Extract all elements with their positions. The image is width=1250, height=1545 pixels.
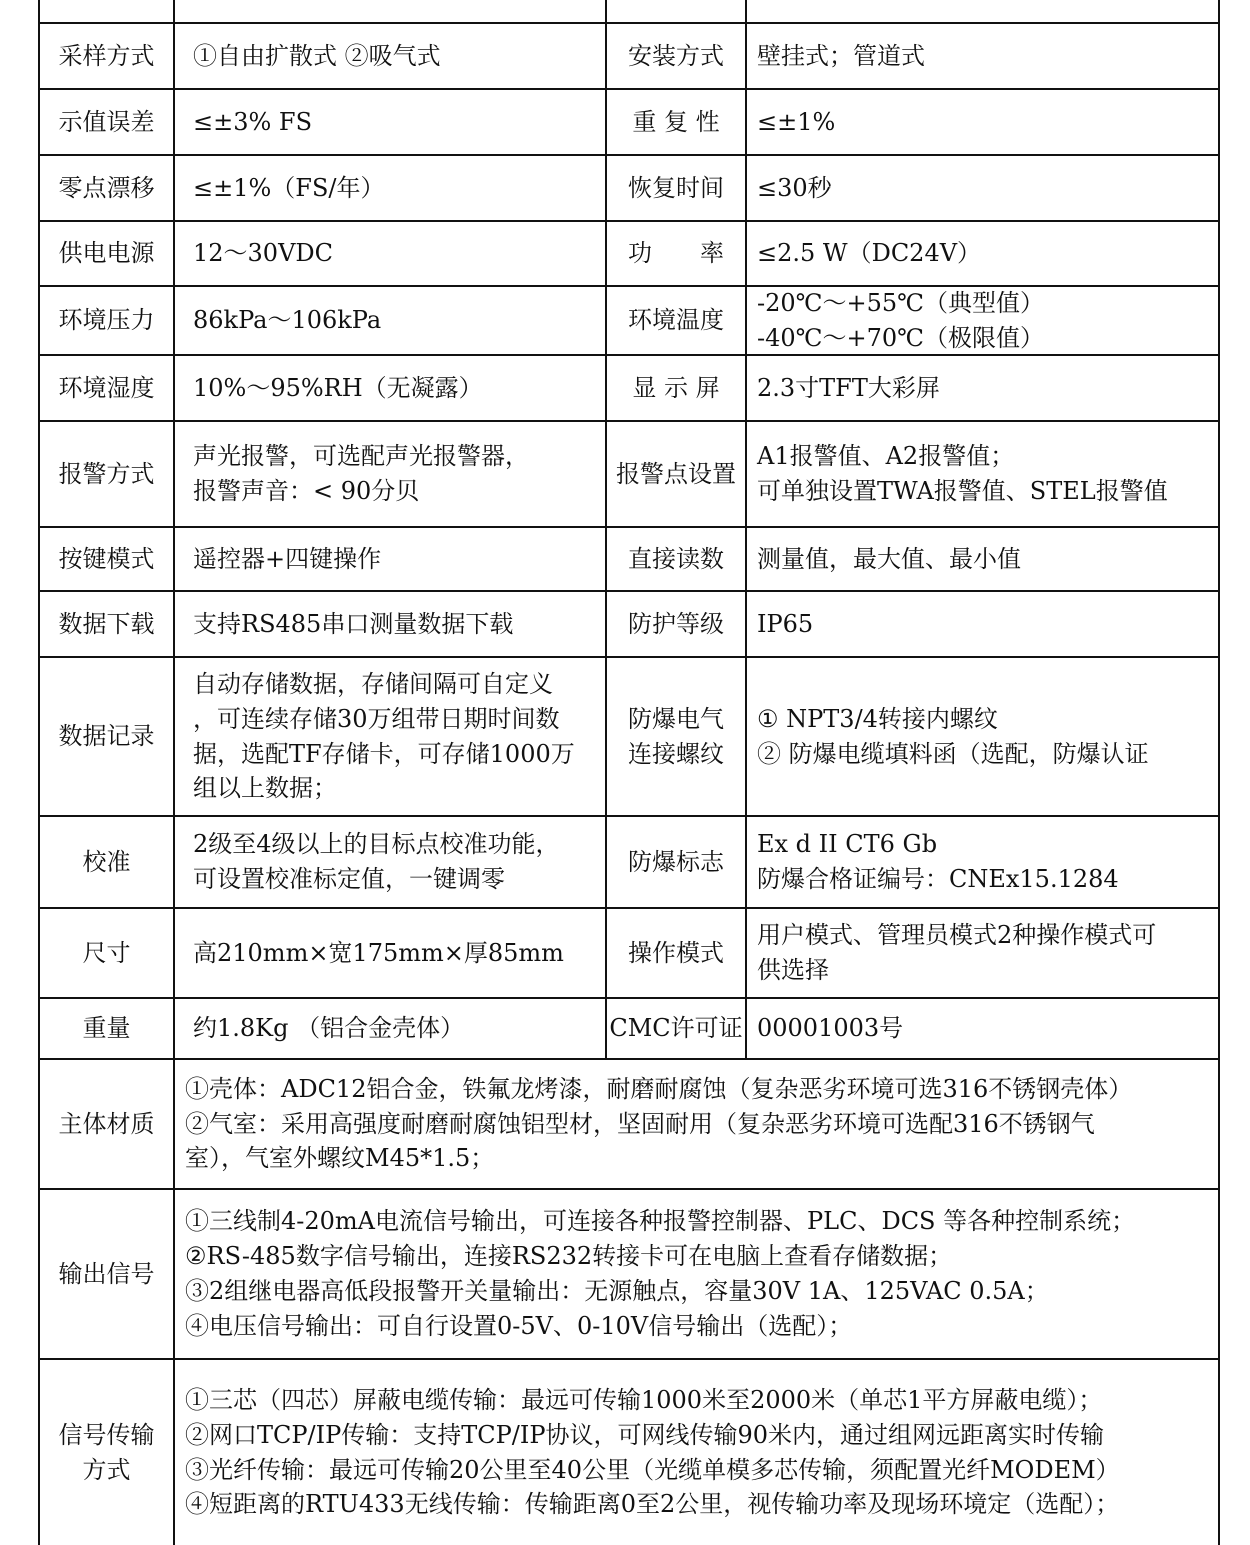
row-8-value2-text: IP65 xyxy=(757,609,814,638)
row-9-value2-text: ① NPT3/4转接内螺纹 xyxy=(757,704,998,733)
row-3-value-text: 12～30VDC xyxy=(193,239,334,268)
row-1-label2-text: 重 复 性 xyxy=(632,107,720,136)
row-1-value2-text: ≤±1% xyxy=(757,107,836,136)
row-9-value-text: ，可连续存储30万组带日期时间数 xyxy=(193,704,560,733)
row-10-value xyxy=(175,817,605,907)
row-11-value xyxy=(175,909,605,997)
row-4-label2 xyxy=(607,287,745,354)
row-6-value2-text: A1报警值、A2报警值； xyxy=(757,442,1015,471)
row-10-label2-text: 防爆标志 xyxy=(628,847,724,876)
row-0-label-text: 采样方式 xyxy=(58,41,155,70)
row-8-value xyxy=(175,592,605,656)
row-11-value2 xyxy=(747,909,1218,997)
row-4-value xyxy=(175,287,605,354)
row-8-label xyxy=(40,592,173,656)
row-10-value2-text: 防爆合格证编号：CNEx15.1284 xyxy=(757,865,1119,893)
row-2-label xyxy=(40,156,173,220)
row-9-value-text: 自动存储数据，存储间隔可自定义 xyxy=(193,669,553,698)
row-5-value xyxy=(175,356,605,420)
wide-row-1-value-text: ④电压信号输出：可自行设置0-5V、0-10V信号输出（选配）； xyxy=(185,1311,853,1340)
row-7-value2 xyxy=(747,528,1218,590)
row-1-label xyxy=(40,90,173,154)
row-10-value2 xyxy=(747,817,1218,907)
row-8-label-text: 数据下载 xyxy=(58,609,155,638)
row-2-label-text: 零点漂移 xyxy=(58,173,155,202)
row-7-label2-text: 直接读数 xyxy=(628,544,724,573)
row-8-value-text: 支持RS485串口测量数据下载 xyxy=(193,609,514,638)
row-1-value-text: ≤±3% FS xyxy=(193,107,313,136)
row-0-label xyxy=(40,24,173,88)
row-2-value2-text: ≤30秒 xyxy=(757,173,832,202)
row-9-label xyxy=(40,658,173,815)
row-9-value2-text: ② 防爆电缆填料函（选配，防爆认证 xyxy=(757,739,1149,768)
wide-row-0-value-text: ①壳体：ADC12铝合金，铁氟龙烤漆，耐磨耐腐蚀（复杂恶劣环境可选316不锈钢壳体） xyxy=(185,1074,1133,1103)
row-0-value-text: ①自由扩散式 ②吸气式 xyxy=(193,41,441,70)
row-3-value xyxy=(175,222,605,285)
row-11-label xyxy=(40,909,173,997)
row-1-label-text: 示值误差 xyxy=(58,107,155,136)
wide-row-1-value-text: ②RS-485数字信号输出，连接RS232转接卡可在电脑上查看存储数据； xyxy=(185,1242,953,1271)
row-0-value xyxy=(175,24,605,88)
row-11-label2-text: 操作模式 xyxy=(628,938,724,967)
row-6-label-text: 报警方式 xyxy=(58,459,155,488)
row-2-value2 xyxy=(747,156,1218,220)
row-5-value-text: 10%～95%RH（无凝露） xyxy=(193,373,483,402)
wide-row-2-label-text: 信号传输 xyxy=(58,1420,155,1449)
row-12-label2 xyxy=(607,999,745,1058)
row-6-label2-text: 报警点设置 xyxy=(616,459,736,488)
row-9-label2 xyxy=(607,658,745,815)
wide-row-2-label xyxy=(40,1360,173,1545)
row-3-label-text: 供电电源 xyxy=(58,239,155,268)
row-0-value2-text: 壁挂式；管道式 xyxy=(757,41,925,70)
row-7-label xyxy=(40,528,173,590)
row-11-value2-text: 供选择 xyxy=(757,956,829,984)
row-3-value2-text: ≤2.5 W（DC24V） xyxy=(757,239,982,268)
row-9-label-text: 数据记录 xyxy=(58,722,155,751)
row-6-label xyxy=(40,422,173,526)
row-10-label-text: 校准 xyxy=(82,847,131,876)
row-9-label2-text: 连接螺纹 xyxy=(628,739,724,768)
row-10-value2-text: Ex d II CT6 Gb xyxy=(757,830,938,859)
row-10-label2 xyxy=(607,817,745,907)
row-12-label-text: 重量 xyxy=(82,1014,131,1043)
row-7-label-text: 按键模式 xyxy=(58,544,155,573)
row-0-label2-text: 安装方式 xyxy=(628,41,724,70)
wide-row-2-value-text: ④短距离的RTU433无线传输：传输距离0至2公里，视传输功率及现场环境定（选配）； xyxy=(185,1490,1120,1519)
wide-row-1-value-text: ③2组继电器高低段报警开关量输出：无源触点，容量30V 1A、125VAC 0.5A； xyxy=(185,1277,1049,1305)
row-4-label-text: 环境压力 xyxy=(58,306,155,335)
wide-row-1-value-text: ①三线制4-20mA电流信号输出，可连接各种报警控制器、PLC、DCS 等各种控制系统； xyxy=(185,1207,1136,1236)
row-6-value xyxy=(175,422,605,526)
row-0-value2 xyxy=(747,24,1218,88)
wide-row-0-value-text: ②气室：采用高强度耐磨耐腐蚀铝型材，坚固耐用（复杂恶劣环境可选配316不锈钢气 xyxy=(185,1109,1095,1138)
row-12-value2-text: 00001003号 xyxy=(757,1014,904,1043)
row-3-label xyxy=(40,222,173,285)
row-6-value-text: 声光报警，可选配声光报警器， xyxy=(193,442,529,471)
row-5-label2-text: 显 示 屏 xyxy=(632,373,720,402)
wide-row-0-label-text: 主体材质 xyxy=(58,1109,155,1138)
row-8-label2-text: 防护等级 xyxy=(628,609,724,638)
wide-row-2-value-text: ②网口TCP/IP传输：支持TCP/IP协议，可网线传输90米内，通过组网远距离实时传输 xyxy=(185,1420,1105,1449)
row-2-value-text: ≤±1%（FS/年） xyxy=(193,173,385,202)
row-8-label2 xyxy=(607,592,745,656)
row-11-value2-text: 用户模式、管理员模式2种操作模式可 xyxy=(757,921,1157,950)
row-5-label-text: 环境湿度 xyxy=(58,373,155,402)
row-10-value-text: 2级至4级以上的目标点校准功能， xyxy=(193,830,560,859)
row-9-value2 xyxy=(747,658,1218,815)
row-5-value2 xyxy=(747,356,1218,420)
row-9-value-text: 据，选配TF存储卡，可存储1000万 xyxy=(193,739,575,768)
row-9-value-text: 组以上数据； xyxy=(193,774,337,803)
row-3-label2-text: 功 率 xyxy=(628,239,724,268)
row-6-value-text: 报警声音：< 90分贝 xyxy=(193,477,420,505)
row-12-value xyxy=(175,999,605,1058)
row-2-label2-text: 恢复时间 xyxy=(628,173,724,202)
row-11-value-text: 高210mm×宽175mm×厚85mm xyxy=(193,938,564,967)
row-7-value xyxy=(175,528,605,590)
wide-row-2-value xyxy=(175,1360,1218,1545)
row-12-label xyxy=(40,999,173,1058)
row-10-value-text: 可设置校准标定值，一键调零 xyxy=(193,865,505,893)
row-4-value2-text: -40℃～+70℃（极限值） xyxy=(757,323,1044,352)
row-11-label2 xyxy=(607,909,745,997)
table-rule xyxy=(1218,0,1220,1545)
row-4-value2-text: -20℃～+55℃（典型值） xyxy=(757,288,1044,317)
row-6-value2-text: 可单独设置TWA报警值、STEL报警值 xyxy=(757,477,1168,505)
row-9-label2-text: 防爆电气 xyxy=(628,704,724,733)
row-2-value xyxy=(175,156,605,220)
row-12-value2 xyxy=(747,999,1218,1058)
wide-row-0-label xyxy=(40,1060,173,1188)
row-12-value-text: 约1.8Kg （铝合金壳体） xyxy=(193,1014,465,1043)
row-0-label2 xyxy=(607,24,745,88)
wide-row-2-label-text: 方式 xyxy=(82,1455,131,1484)
row-5-label xyxy=(40,356,173,420)
row-1-value2 xyxy=(747,90,1218,154)
row-6-label2 xyxy=(607,422,745,526)
wide-row-2-value-text: ①三芯（四芯）屏蔽电缆传输：最远可传输1000米至2000米（单芯1平方屏蔽电缆）； xyxy=(185,1385,1103,1414)
row-1-value xyxy=(175,90,605,154)
row-5-value2-text: 2.3寸TFT大彩屏 xyxy=(757,373,940,402)
wide-row-1-value xyxy=(175,1190,1218,1358)
row-9-value xyxy=(175,658,605,815)
row-4-label xyxy=(40,287,173,354)
row-8-value2 xyxy=(747,592,1218,656)
row-2-label2 xyxy=(607,156,745,220)
row-3-value2 xyxy=(747,222,1218,285)
row-11-label-text: 尺寸 xyxy=(82,938,131,967)
wide-row-1-label xyxy=(40,1190,173,1358)
row-4-value-text: 86kPa～106kPa xyxy=(193,306,382,335)
row-6-value2 xyxy=(747,422,1218,526)
row-3-label2 xyxy=(607,222,745,285)
wide-row-2-value-text: ③光纤传输：最远可传输20公里至40公里（光缆单模多芯传输，须配置光纤MODEM） xyxy=(185,1455,1120,1484)
row-10-label xyxy=(40,817,173,907)
row-7-value2-text: 测量值，最大值、最小值 xyxy=(757,544,1021,573)
row-7-value-text: 遥控器+四键操作 xyxy=(193,544,382,573)
row-1-label2 xyxy=(607,90,745,154)
row-5-label2 xyxy=(607,356,745,420)
wide-row-0-value-text: 室），气室外螺纹M45*1.5； xyxy=(185,1144,495,1173)
wide-row-1-label-text: 输出信号 xyxy=(58,1259,155,1288)
row-7-label2 xyxy=(607,528,745,590)
row-4-label2-text: 环境温度 xyxy=(628,306,724,335)
row-12-label2-text: CMC许可证 xyxy=(609,1014,743,1043)
row-4-value2 xyxy=(747,287,1218,354)
wide-row-0-value xyxy=(175,1060,1218,1188)
